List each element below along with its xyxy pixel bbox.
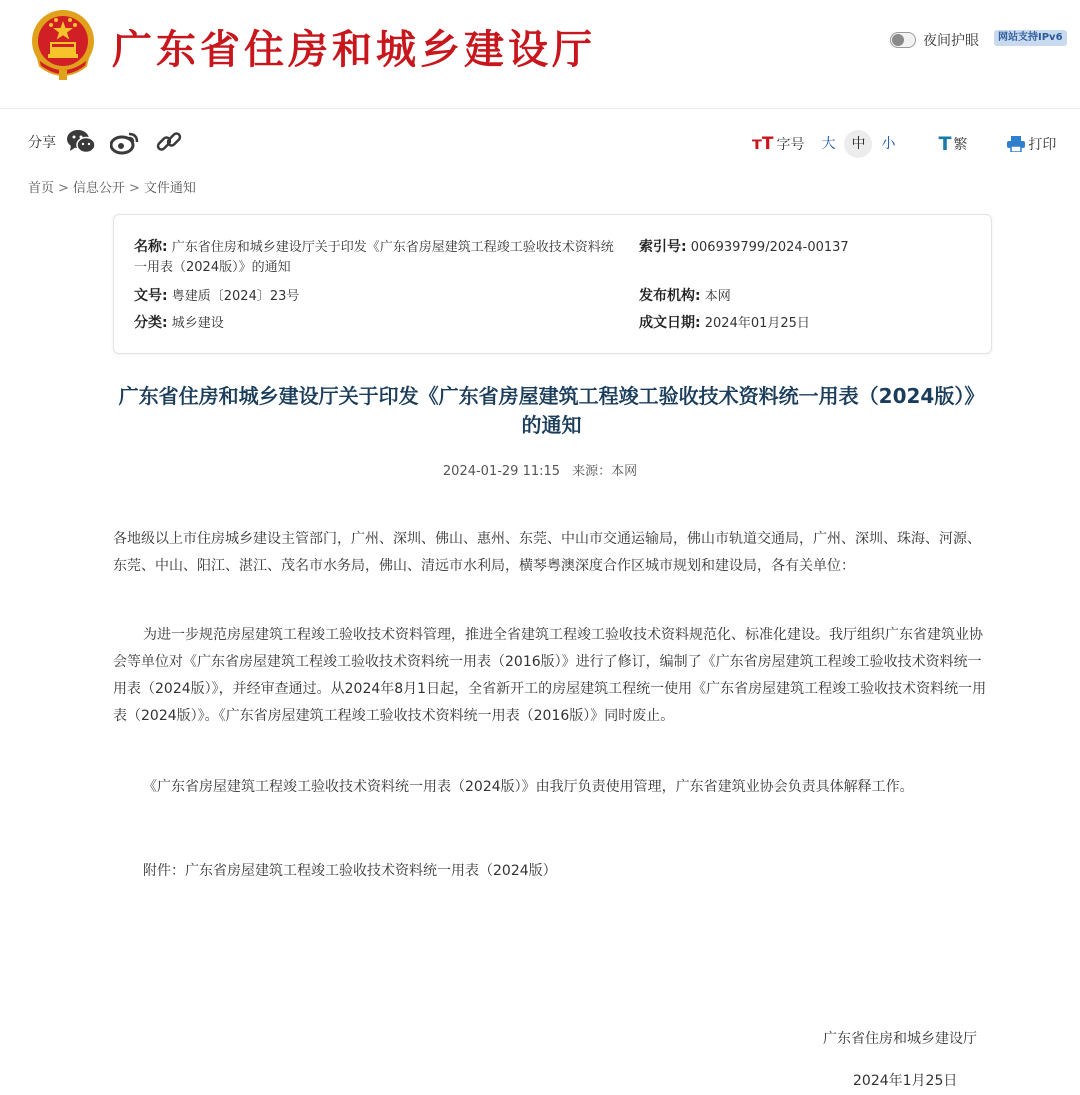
traditional-chinese-icon[interactable]: T	[938, 133, 952, 155]
breadcrumb-home[interactable]: 首页	[28, 181, 55, 196]
toggle-switch-icon[interactable]	[890, 32, 916, 48]
signature-org: 广东省住房和城乡建设厅	[823, 1031, 977, 1047]
meta-name-label: 名称:	[134, 239, 168, 255]
publish-date: 2024-01-29 11:15	[442, 464, 561, 479]
meta-date-label: 成文日期:	[639, 315, 701, 331]
meta-index-value: 006939799/2024-00137	[690, 240, 849, 255]
night-mode-label: 夜间护眼	[923, 33, 979, 49]
meta-publisher-value: 本网	[704, 289, 731, 304]
article-attachment[interactable]: 附件：广东省房屋建筑工程竣工验收技术资料统一用表（2024版）	[143, 863, 557, 879]
meta-index	[639, 237, 849, 258]
signature-date: 2024年1月25日	[853, 1073, 958, 1089]
font-size-icon: тT	[752, 134, 774, 154]
meta-publisher	[639, 286, 731, 307]
reading-tools	[752, 130, 1056, 158]
site-header	[0, 0, 1080, 109]
meta-date-value: 2024年01月25日	[704, 316, 810, 331]
article-source: 来源：本网	[572, 464, 638, 479]
font-size-small-button[interactable]: 小	[881, 136, 896, 152]
print-icon[interactable]	[1007, 136, 1025, 152]
ipv6-badge: 网站支持IPv6	[994, 30, 1067, 46]
font-size-medium-button[interactable]: 中	[844, 130, 872, 158]
meta-category	[134, 313, 224, 334]
article-paragraph-addressees: 各地级以上市住房城乡建设主管部门，广州、深圳、佛山、惠州、东莞、中山市交通运输局，佛山市轨道交通局，广州、深圳、珠海、河源、东莞、中山、阳江、湛江、茂名市水务局，佛山、清远市水利局，横琴粤澳深度合作区城市规划和建设局，各有关单位：	[113, 531, 981, 574]
breadcrumb-file-notice[interactable]: 文件通知	[143, 181, 196, 196]
meta-name-value: 广东省住房和城乡建设厅关于印发《广东省房屋建筑工程竣工验收技术资料统一用表（2024版）》的通知	[134, 240, 614, 275]
document-meta-card	[113, 214, 992, 354]
meta-category-label: 分类:	[134, 315, 168, 331]
article-paragraph-management: 《广东省房屋建筑工程竣工验收技术资料统一用表（2024版）》由我厅负责使用管理，广东省建筑业协会负责具体解释工作。	[143, 779, 914, 795]
print-button[interactable]: 打印	[1028, 137, 1057, 153]
copy-link-icon[interactable]	[154, 128, 184, 156]
share-bar	[28, 128, 198, 156]
article-dateline	[0, 460, 1080, 479]
meta-doc-no-label: 文号:	[134, 288, 168, 304]
font-size-large-button[interactable]: 大	[821, 136, 836, 152]
meta-date	[639, 313, 810, 334]
meta-name	[134, 237, 616, 278]
breadcrumb: 首页 > 信息公开 > 文件通知	[28, 181, 196, 196]
meta-doc-no-value: 粤建质〔2024〕23号	[171, 289, 300, 304]
traditional-chinese-button[interactable]: 繁	[953, 137, 968, 153]
wechat-icon[interactable]	[66, 128, 96, 156]
national-emblem-icon	[28, 8, 98, 82]
night-mode-toggle[interactable]	[890, 30, 979, 50]
share-label: 分享	[28, 135, 56, 151]
breadcrumb-info-disclosure[interactable]: 信息公开	[72, 181, 125, 196]
meta-category-value: 城乡建设	[171, 316, 224, 331]
meta-index-label: 索引号:	[639, 239, 687, 255]
weibo-icon[interactable]	[110, 128, 140, 156]
article-paragraph-main: 为进一步规范房屋建筑工程竣工验收技术资料管理，推进全省建筑工程竣工验收技术资料规范化、标准化建设。我厅组织广东省建筑业协会等单位对《广东省房屋建筑工程竣工验收技术资料统一用表（2016版）》进行了修订，编制了《广东省房屋建筑工程竣工验收技术资料统一用表（2024版）》，并经审查通过。从2024年8月1日起，全省新开工的房屋建筑工程统一使用《广东省房屋建筑工程竣工验收技术资料统一用表（2024版）》。《广东省房屋建筑工程竣工验收技术资料统一用表（2016版）》同时废止。	[113, 627, 987, 724]
site-title[interactable]: 广东省住房和城乡建设厅	[112, 27, 596, 73]
meta-doc-no	[134, 286, 299, 307]
font-size-label: 字号	[776, 137, 805, 153]
article-title: 广东省住房和城乡建设厅关于印发《广东省房屋建筑工程竣工验收技术资料统一用表（2024版）》的通知	[118, 384, 985, 437]
meta-publisher-label: 发布机构:	[639, 288, 701, 304]
